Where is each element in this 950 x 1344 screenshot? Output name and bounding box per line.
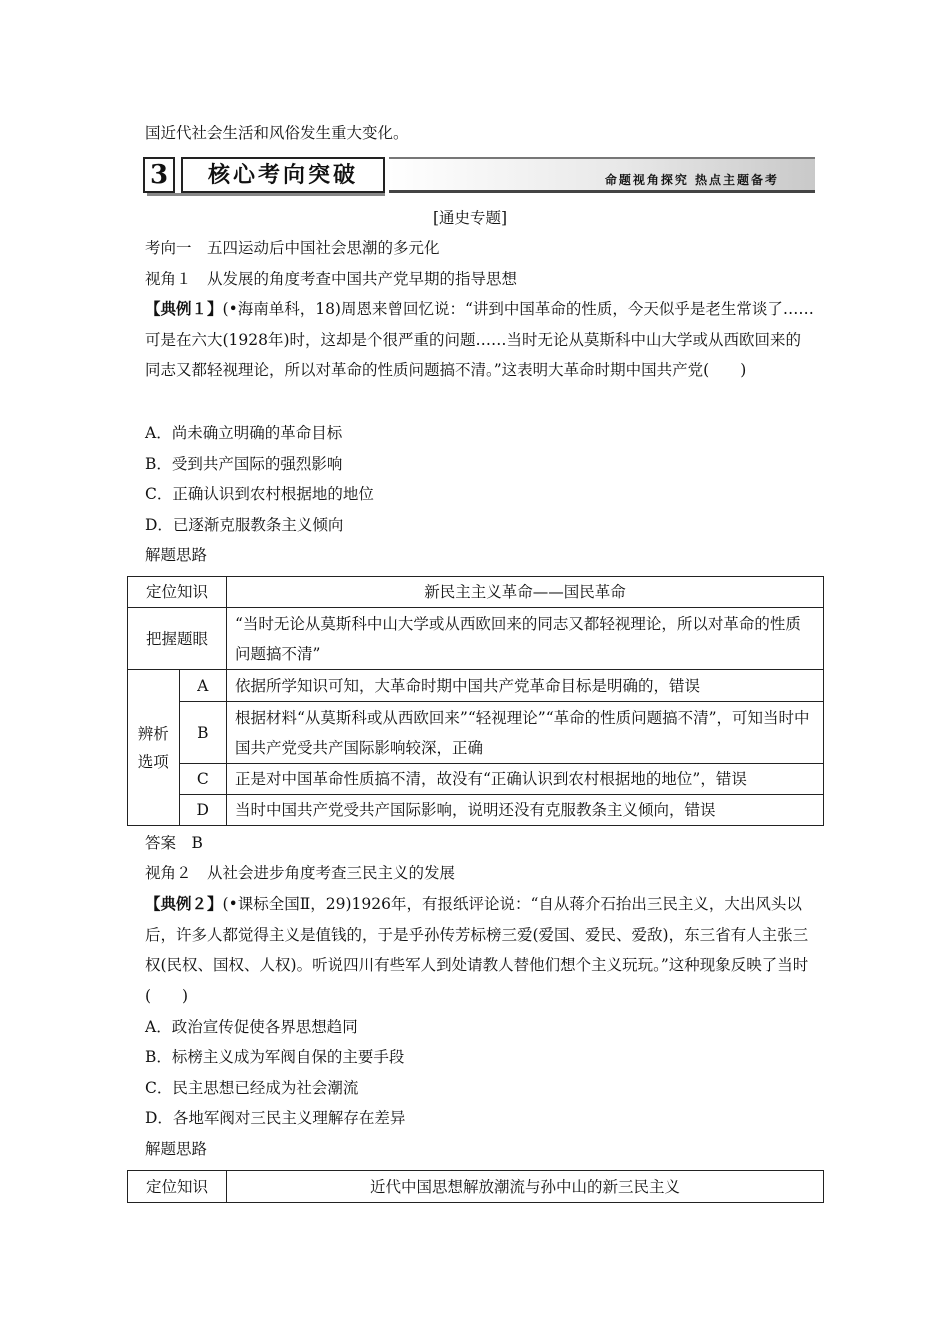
table-head-cell: 辨析选项 xyxy=(128,670,180,826)
option-key-cell: C xyxy=(179,764,226,795)
topic-tag: [通史专题] xyxy=(433,209,508,227)
example2-option-a: A．政治宣传促使各界思想趋同 xyxy=(145,1018,358,1036)
option-analysis-cell: 正是对中国革命性质搞不清，故没有“正确认识到农村根据地的地位”，错误 xyxy=(227,764,824,795)
example1-solution-table xyxy=(127,576,824,826)
option-analysis-cell: 依据所学知识可知，大革命时期中国共产党革命目标是明确的，错误 xyxy=(227,670,824,702)
example2-solve-label: 解题思路 xyxy=(145,1140,208,1158)
option-key-cell: B xyxy=(179,702,226,764)
table-row xyxy=(128,702,824,764)
example2-text: (•课标全国Ⅱ，29)1926年，有报纸评论说：“自从蒋介石抬出三民主义，大出风头以后，许多人都觉得主义是值钱的，于是乎孙传芳标榜三爱(爱国、爱民、爱敌)，东三省有人主张三权(民权、国权、人权)。听说四川有些军人到处请教人替他们想个主义玩玩。”这种现象反映了当时( ) xyxy=(145,895,809,1005)
example1-option-a: A．尚未确立明确的革命目标 xyxy=(145,424,343,442)
example2-stem xyxy=(145,889,815,1011)
option-analysis-cell: 根据材料“从莫斯科或从西欧回来”“轻视理论”“革命的性质问题搞不清”，可知当时中国共产党受共产国际影响较深，正确 xyxy=(227,702,824,764)
example2-option-b: B．标榜主义成为军阀自保的主要手段 xyxy=(145,1048,405,1066)
table-head-cell: 把握题眼 xyxy=(128,608,227,670)
section-number: 3 xyxy=(143,157,175,193)
example1-option-d: D．已逐渐克服教条主义倾向 xyxy=(145,516,344,534)
table-head-cell: 定位知识 xyxy=(128,1171,227,1203)
section-title: 核心考向突破 xyxy=(181,157,385,193)
table-body-cell: 新民主主义革命——国民革命 xyxy=(227,577,824,608)
table-body-cell: 近代中国思想解放潮流与孙中山的新三民主义 xyxy=(227,1171,824,1203)
example1-solve-label: 解题思路 xyxy=(145,546,208,564)
example2-label: 【典例２】 xyxy=(145,894,223,913)
table-row xyxy=(128,764,824,795)
example1-option-b: B．受到共产国际的强烈影响 xyxy=(145,455,343,473)
table-head-cell: 定位知识 xyxy=(128,577,227,608)
example2-solution-table xyxy=(127,1170,824,1203)
top-line: 国近代社会生活和风俗发生重大变化。 xyxy=(145,124,409,142)
option-key-cell: A xyxy=(179,670,226,702)
banner-shadow xyxy=(147,193,385,196)
banner-bar xyxy=(389,157,815,193)
example1-text: (•海南单科，18)周恩来曾回忆说：“讲到中国革命的性质，今天似乎是老生常谈了……可是在六大(1928年)时，这却是个很严重的问题……当时无论从莫斯科中山大学或从西欧回来的同志又都轻视理论，所以对革命的性质问题搞不清。”这表明大革命时期中国共产党( ) xyxy=(145,300,814,379)
angle1-heading: 视角１ 从发展的角度考查中国共产党早期的指导思想 xyxy=(145,270,518,288)
section-banner xyxy=(143,157,815,197)
option-key-cell: D xyxy=(179,795,226,826)
table-row xyxy=(128,795,824,826)
example1-answer: 答案 B xyxy=(145,834,203,852)
table-row xyxy=(128,1171,824,1203)
direction-heading: 考向一 五四运动后中国社会思潮的多元化 xyxy=(145,239,440,257)
example1-label: 【典例１】 xyxy=(145,299,223,318)
angle2-heading: 视角２ 从社会进步角度考查三民主义的发展 xyxy=(145,864,456,882)
section-subtitle: 命题视角探究 热点主题备考 xyxy=(604,173,779,187)
example1-option-c: C．正确认识到农村根据地的地位 xyxy=(145,485,374,503)
example1-stem xyxy=(145,294,815,386)
table-row xyxy=(128,608,824,670)
option-analysis-cell: 当时中国共产党受共产国际影响，说明还没有克服教条主义倾向，错误 xyxy=(227,795,824,826)
table-body-cell: “当时无论从莫斯科中山大学或从西欧回来的同志又都轻视理论，所以对革命的性质问题搞不清” xyxy=(227,608,824,670)
example2-option-d: D．各地军阀对三民主义理解存在差异 xyxy=(145,1109,406,1127)
table-row xyxy=(128,577,824,608)
table-row xyxy=(128,670,824,702)
example2-option-c: C．民主思想已经成为社会潮流 xyxy=(145,1079,359,1097)
